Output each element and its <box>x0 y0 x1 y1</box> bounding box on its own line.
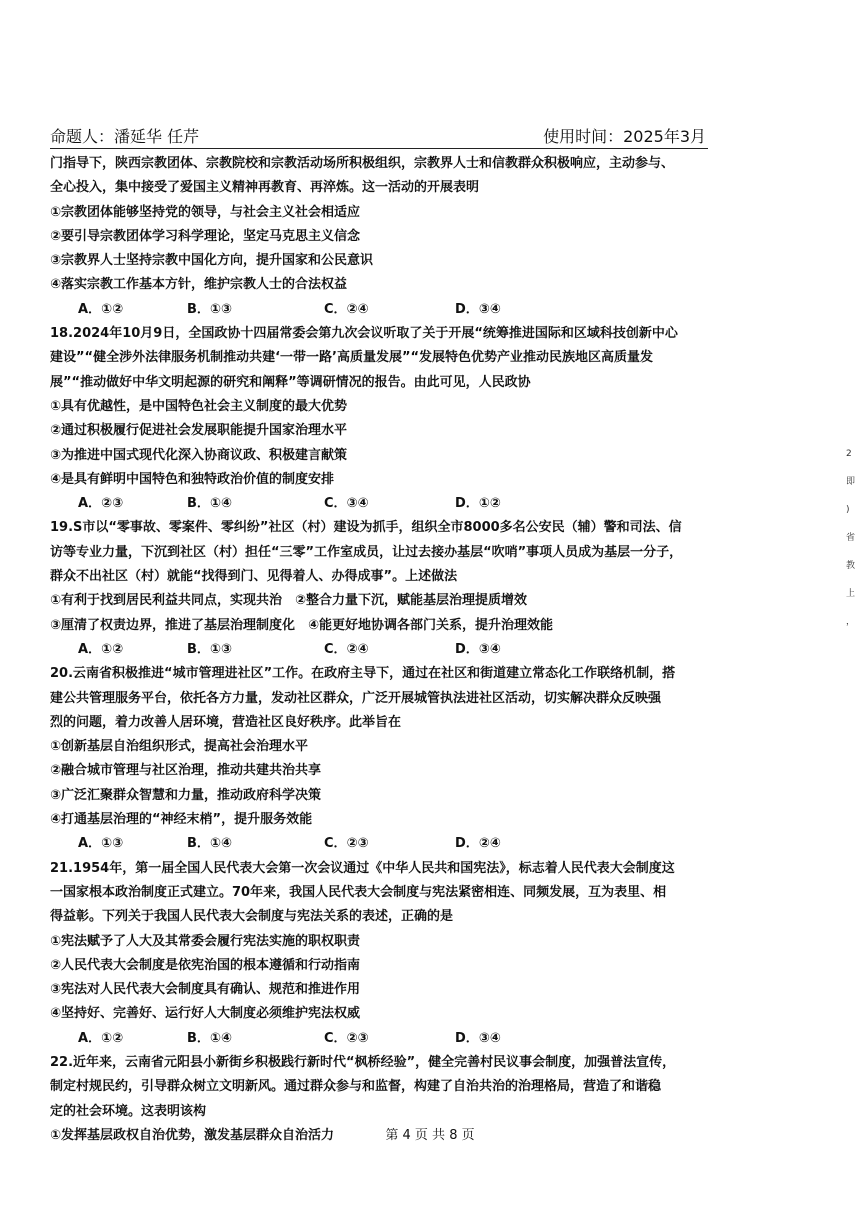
edge-char: 2 <box>846 449 852 459</box>
option-a: A．②③ <box>78 496 124 512</box>
questions-body <box>50 152 710 1148</box>
option-a: A．①② <box>78 641 124 657</box>
option-b: B．①④ <box>187 1030 232 1046</box>
question-stem-line: 制定村规民约，引导群众树立文明新风。通过群众参与和监督，构建了自治共治的治理格局，营造了和谐稳 <box>50 1079 662 1095</box>
question-stem-line: 门指导下，陕西宗教团体、宗教院校和宗教活动场所积极组织，宗教界人士和信教群众积极响应，主动参与、 <box>50 156 675 171</box>
statement-item: ①具有优越性，是中国特色社会主义制度的最大优势 <box>50 398 348 414</box>
question-stem-line: 一国家根本政治制度正式建立。70年来，我国人民代表大会制度与宪法紧密相连、同频发展，互为表里、相 <box>50 884 667 900</box>
statement-item: ①创新基层自治组织形式，提高社会治理水平 <box>50 739 309 755</box>
edge-char: 上 <box>846 589 856 599</box>
usage-time-label: 使用时间：2025年3月 <box>543 127 706 146</box>
edge-char: 省 <box>846 533 856 543</box>
option-c: C．②③ <box>324 836 369 852</box>
question-stem-line: 访等专业力量，下沉到社区（村）担任“三零”工作室成员，让过去接办基层“吹哨”事项人员成为基层一分子， <box>50 544 683 560</box>
statement-item: ③广泛汇聚群众智慧和力量，推动政府科学决策 <box>50 787 322 803</box>
question-20 <box>50 662 710 856</box>
question-stem-line: 全心投入，集中接受了爱国主义精神再教育、再淬炼。这一活动的开展表明 <box>50 180 480 196</box>
question-17 <box>50 152 710 322</box>
question-stem-line: 展”“推动做好中华文明起源的研究和阐释”等调研情况的报告。由此可见，人民政协 <box>50 374 531 390</box>
option-d: D．③④ <box>455 641 501 657</box>
question-stem-line: 烈的问题，着力改善人居环境，营造社区良好秩序。此举旨在 <box>50 714 402 730</box>
question-stem-line: 19.S市以“零事故、零案件、零纠纷”社区（村）建设为抓手，组织全市8000多名公安民（辅）警和司法、信 <box>50 520 682 536</box>
answer-options <box>50 492 710 516</box>
question-stem-line: 群众不出社区（村）就能“找得到门、见得着人、办得成事”。上述做法 <box>50 569 458 585</box>
statement-item: ①有利于找到居民利益共同点，实现共治 ②整合力量下沉，赋能基层治理提质增效 <box>50 593 528 609</box>
option-a: A．①② <box>78 301 124 317</box>
question-18 <box>50 322 710 516</box>
statement-item: ④坚持好、完善好、运行好人大制度必须维护宪法权威 <box>50 1006 361 1022</box>
answer-options <box>50 832 710 856</box>
option-b: B．①③ <box>187 301 232 317</box>
question-stem-line: 20.云南省积极推进“城市管理进社区”工作。在政府主导下，通过在社区和街道建立常态化工作联络机制，搭 <box>50 666 676 682</box>
question-stem-line: 22.近年来，云南省元阳县小新街乡积极践行新时代“枫桥经验”，健全完善村民议事会制度，加强普法宣传， <box>50 1054 676 1070</box>
edge-char: ) <box>846 505 850 515</box>
statement-item: ③宗教界人士坚持宗教中国化方向，提升国家和公民意识 <box>50 253 374 269</box>
question-19 <box>50 516 710 662</box>
statement-item: ①发挥基层政权自治优势，激发基层群众自治活力 <box>50 1127 335 1143</box>
statement-item: ④打通基层治理的“神经末梢”，提升服务效能 <box>50 812 313 828</box>
question-stem-line: 建设”“健全涉外法律服务机制推动共建‘一带一路’高质量发展”“发展特色优势产业推动民族地区高质量发 <box>50 350 654 366</box>
option-c: C．②④ <box>324 641 369 657</box>
question-stem-line: 定的社会环境。这表明该构 <box>50 1103 207 1119</box>
question-21 <box>50 857 710 1051</box>
option-d: D．①② <box>455 496 501 512</box>
option-d: D．③④ <box>455 1030 501 1046</box>
question-stem-line: 建公共管理服务平台，依托各方力量，发动社区群众，广泛开展城管执法进社区活动，切实解决群众反映强 <box>50 690 662 706</box>
statement-item: ①宗教团体能够坚持党的领导，与社会主义社会相适应 <box>50 204 361 220</box>
statement-item: ②人民代表大会制度是依宪治国的根本遵循和行动指南 <box>50 957 361 973</box>
option-a: A．①② <box>78 1030 124 1046</box>
page-header <box>50 124 706 146</box>
option-d: D．②④ <box>455 836 501 852</box>
statement-item: ④是具有鲜明中国特色和独特政治价值的制度安排 <box>50 471 335 487</box>
statement-item: ①宪法赋予了人大及其常委会履行宪法实施的职权职责 <box>50 933 361 949</box>
option-b: B．①④ <box>187 836 232 852</box>
statement-item: ④落实宗教工作基本方针，维护宗教人士的合法权益 <box>50 277 348 293</box>
statement-item: ③为推进中国式现代化深入协商议政、积极建言献策 <box>50 447 348 463</box>
author-label: 命题人：潘延华 任芹 <box>50 127 200 146</box>
edge-char: 即 <box>846 477 856 487</box>
page-number: 第 4 页 共 8 页 <box>385 1128 475 1143</box>
answer-options <box>50 298 710 322</box>
option-d: D．③④ <box>455 301 501 317</box>
edge-char: ， <box>846 617 856 627</box>
statement-item: ②融合城市管理与社区治理，推动共建共治共享 <box>50 763 322 779</box>
option-c: C．②③ <box>324 1030 369 1046</box>
option-c: C．②④ <box>324 301 369 317</box>
edge-char: 教 <box>846 561 856 571</box>
option-b: B．①④ <box>187 496 232 512</box>
option-b: B．①③ <box>187 641 232 657</box>
option-c: C．③④ <box>324 496 369 512</box>
statement-item: ③宪法对人民代表大会制度具有确认、规范和推进作用 <box>50 982 361 998</box>
bleed-through-edge-text <box>846 440 856 636</box>
statement-item: ③厘清了权责边界，推进了基层治理制度化 ④能更好地协调各部门关系，提升治理效能 <box>50 617 554 633</box>
answer-options <box>50 638 710 662</box>
question-stem-line: 18.2024年10月9日，全国政协十四届常委会第九次会议听取了关于开展“统筹推进国际和区域科技创新中心 <box>50 326 678 342</box>
question-stem-line: 21.1954年，第一届全国人民代表大会第一次会议通过《中华人民共和国宪法》，标志着人民代表大会制度这 <box>50 860 675 876</box>
question-stem-line: 得益彰。下列关于我国人民代表大会制度与宪法关系的表述，正确的是 <box>50 909 454 925</box>
statement-item: ②通过积极履行促进社会发展职能提升国家治理水平 <box>50 423 348 439</box>
answer-options <box>50 1027 710 1051</box>
option-a: A．①③ <box>78 836 124 852</box>
header-divider <box>50 148 708 149</box>
statement-item: ②要引导宗教团体学习科学理论，坚定马克思主义信念 <box>50 228 361 244</box>
